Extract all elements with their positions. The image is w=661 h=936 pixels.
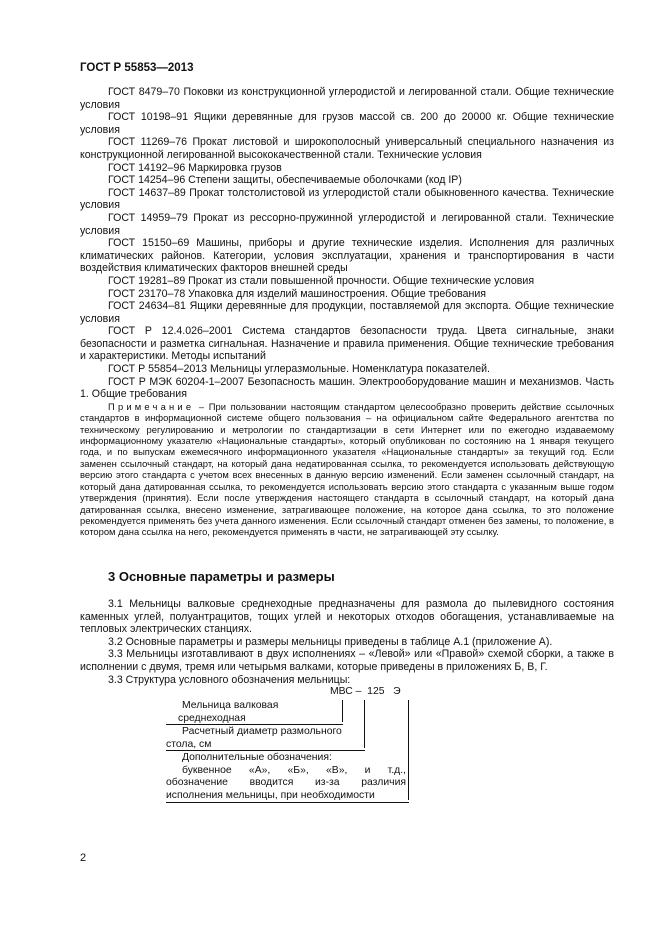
underline — [166, 802, 409, 803]
page-header-standard-id: ГОСТ Р 55853—2013 — [80, 62, 194, 74]
reference-item: ГОСТ 11269–76 Прокат листовой и широкополосный универсальный специального назначения из конструкционной легированной высококачественной стали. Технические условия — [80, 136, 614, 161]
reference-item: ГОСТ Р 12.4.026–2001 Система стандартов безопасности труда. Цвета сигнальные, знаки безопасности и разметка сигнальная. Назначение и правила применения. Общие технические требования и характеристики. Методы испытаний — [80, 325, 614, 363]
note-text: – При пользовании настоящим стандартом целесообразно проверить действие ссылочных стандартов в информационной системе общего пользования – на официальном сайте Федерального агентства по техническому регулированию и метрологии по стандартизации в сети Интернет или по ежегодно издаваемому информационному указателю «Национальные стандарты», который опубликован по состоянию на 1 января текущего года, и по выпускам ежемесячного информационного указателя «Национальные стандарты» за текущий год. Если заменен ссылочный стандарт, на который дана недатированная ссылка, то рекомендуется использовать действующую версию этого стандарта с учетом всех внесенных в данную версию изменений. Если заменен ссылочный стандарт, на который дана датированная ссылка, то рекомендуется использовать версию этого стандарта с указанным выше годом утверждения (принятия). Если после утверждения настоящего стандарта в ссылочный стандарт, на который дана датированная ссылка, внесено изменение, затрагивающее положение, на которое дана ссылка, то это положение рекомендуется применять без учета данного изменения. Если ссылочный стандарт отменен без замены, то положение, в котором дана ссылка на него, рекомендуется применять в части, не затрагивающей эту ссылку. — [80, 400, 614, 538]
label-additional-line: буквенное «А», «Б», «В», и т.д., — [182, 764, 406, 776]
page-number: 2 — [80, 852, 87, 864]
section-body — [80, 598, 614, 686]
paragraph: 3.3 Структура условного обозначения мельницы: — [108, 673, 351, 686]
label-mill-type-line: среднеходная — [178, 712, 246, 724]
section-title: 3 Основные параметры и размеры — [108, 569, 335, 584]
label-table-diameter-line: стола, см — [166, 738, 212, 750]
paragraph: 3.1 Мельницы валковые среднеходные предназначены для размола до пылевидного состояния каменных углей, полуантрацитов, тощих углей и некоторых отходов обогащения, устанавливаемые на тепловых электрических станциях. — [80, 598, 614, 636]
normative-references-list — [80, 86, 614, 538]
reference-item: ГОСТ 14637–89 Прокат толстолистовой из углеродистой стали обыкновенного качества. Технические условия — [80, 186, 614, 212]
label-additional-line: Дополнительные обозначения: — [182, 752, 332, 763]
designation-code: МВС – 125 Э — [330, 686, 401, 697]
reference-item: ГОСТ 14959–79 Прокат из рессорно-пружинной углеродистой и легированной стали. Технические условия — [80, 211, 614, 237]
label-table-diameter — [166, 726, 362, 751]
reference-item: ГОСТ 10198–91 Ящики деревянные для грузов массой св. 200 до 20000 кг. Общие технические условия — [80, 111, 614, 136]
label-mill-type — [178, 700, 338, 725]
reference-item: ГОСТ 23170–78 Упаковка для изделий машиностроения. Общие требования — [108, 287, 487, 300]
underline — [166, 724, 343, 725]
label-mill-type-line: Мельница валковая — [182, 700, 279, 711]
reference-item: ГОСТ 15150–69 Машины, приборы и другие технические изделия. Исполнения для различных климатических районов. Категории, условия эксплуатации, хранения и транспортирования в части воздействия климатических факторов внешней среды — [80, 237, 614, 275]
reference-item: ГОСТ 8479–70 Поковки из конструкционной углеродистой и легированной стали. Общие технические условия — [80, 86, 614, 111]
reference-item: ГОСТ Р МЭК 60204-1–2007 Безопасность машин. Электрооборудование машин и механизмов. Часть 1. Общие требования — [80, 375, 614, 401]
reference-item: ГОСТ 14254–96 Степени защиты, обеспечиваемые оболочками (код IP) — [108, 174, 462, 187]
paragraph: 3.3 Мельницы изготавливают в двух исполнениях – «Левой» или «Правой» схемой сборки, а также в исполнении с двумя, тремя или четырьмя валками, которые приведены в приложениях Б, В, Г. — [80, 648, 614, 673]
reference-item: ГОСТ 19281–89 Прокат из стали повышенной прочности. Общие технические условия — [108, 274, 535, 287]
label-table-diameter-line: Расчетный диаметр размольного — [182, 726, 342, 737]
paragraph: 3.2 Основные параметры и размеры мельницы приведены в таблице А.1 (приложение А). — [108, 635, 553, 648]
label-additional-line: исполнения мельницы, при необходимости — [166, 789, 375, 801]
underline — [166, 750, 365, 751]
designation-structure-diagram — [80, 684, 620, 814]
connector-line — [342, 700, 343, 722]
connector-line — [364, 700, 365, 748]
label-additional-designations — [166, 752, 406, 802]
reference-item: ГОСТ Р 55854–2013 Мельницы углеразмольные. Номенклатура показателей. — [108, 363, 490, 376]
reference-item: ГОСТ 14192–96 Маркировка грузов — [108, 161, 282, 174]
connector-line — [408, 700, 409, 800]
note-label: Примечание — [108, 400, 195, 412]
label-additional-line: обозначение вводится из-за различия — [166, 777, 406, 789]
note-paragraph — [80, 401, 614, 538]
reference-item: ГОСТ 24634–81 Ящики деревянные для продукции, поставляемой для экспорта. Общие технические условия — [80, 300, 614, 325]
